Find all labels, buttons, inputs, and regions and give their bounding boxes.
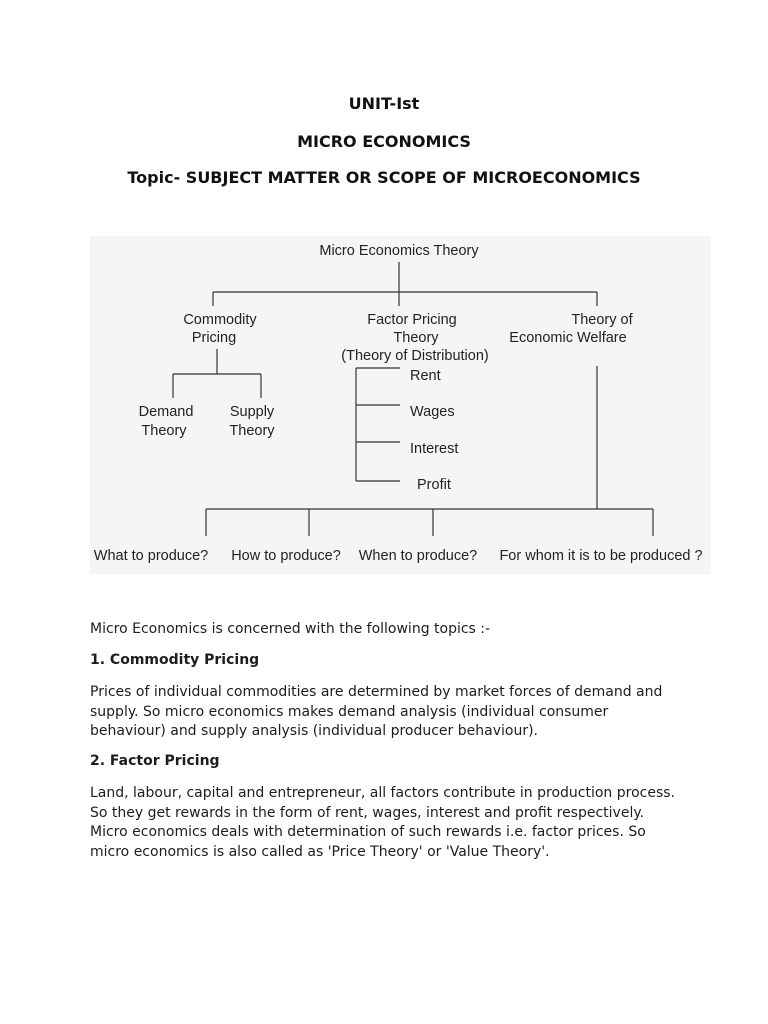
- commodity-node-line2: Pricing: [191, 330, 237, 346]
- scope-diagram-svg: [90, 236, 711, 574]
- section-text-factor-pricing: Land, labour, capital and entrepreneur, all factors contribute in production process. So they get rewards in the form of rent, wages, interest and profit respectively. Micro economics deals with determination of such rewards i.e. factor prices. So micro economics is also called as 'Price Theory' or 'Value Theory'.: [90, 785, 675, 860]
- profit-node: Profit: [417, 477, 451, 493]
- question-for-whom: For whom it is to be produced ?: [499, 548, 703, 564]
- section-heading-factor-pricing: 2. Factor Pricing: [90, 753, 220, 769]
- unit-heading: UNIT-Ist: [348, 94, 420, 113]
- interest-node: Interest: [410, 441, 459, 457]
- topic-heading: Topic- SUBJECT MATTER OR SCOPE OF MICROECONOMICS: [127, 168, 641, 187]
- question-what: What to produce?: [93, 548, 209, 564]
- rent-node: Rent: [410, 368, 441, 384]
- factor-node-line3: (Theory of Distribution): [341, 348, 489, 364]
- section-heading-commodity-pricing: 1. Commodity Pricing: [90, 652, 260, 668]
- supply-node-line2: Theory: [229, 423, 275, 439]
- subject-heading: MICRO ECONOMICS: [297, 132, 471, 151]
- demand-node-line1: Demand: [138, 404, 194, 420]
- section-text-commodity-pricing: Prices of individual commodities are determined by market forces of demand and supply. So micro economics makes demand analysis (individual consumer behaviour) and supply analysis (individual producer behaviour).: [90, 684, 663, 739]
- factor-node-line2: Theory: [393, 330, 439, 346]
- wages-node: Wages: [410, 404, 455, 420]
- question-when: When to produce?: [358, 548, 478, 564]
- supply-node-line1: Supply: [229, 404, 275, 420]
- demand-node-line2: Theory: [141, 423, 187, 439]
- commodity-node-line1: Commodity: [183, 312, 257, 328]
- factor-node-line1: Factor Pricing: [367, 312, 457, 328]
- question-how: How to produce?: [231, 548, 341, 564]
- intro-text: Micro Economics is concerned with the following topics :-: [90, 621, 491, 637]
- welfare-node-line1: Theory of: [571, 312, 633, 328]
- root-node: Micro Economics Theory: [319, 243, 479, 259]
- connector-lines: [173, 262, 653, 536]
- welfare-node-line2: Economic Welfare: [509, 330, 627, 346]
- scope-diagram: [90, 236, 711, 574]
